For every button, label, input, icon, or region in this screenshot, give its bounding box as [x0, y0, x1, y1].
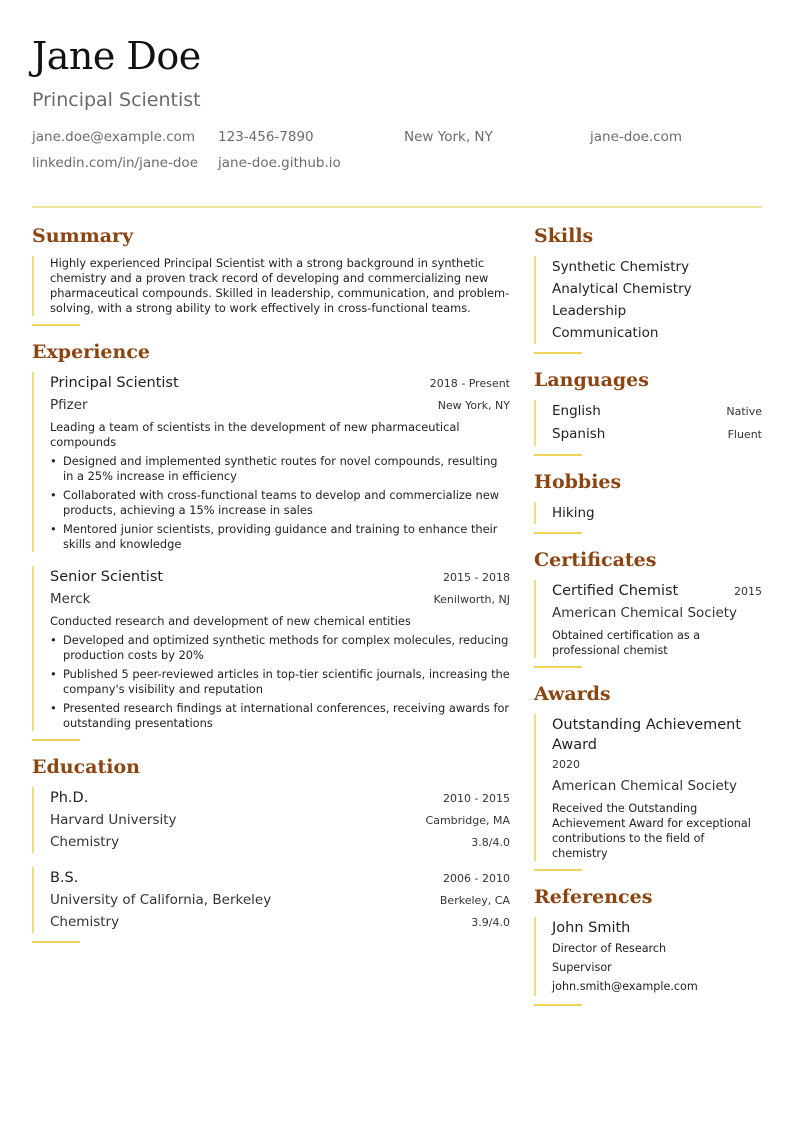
degree: Ph.D. [50, 790, 89, 806]
school-location: Berkeley, CA [439, 894, 510, 907]
section-divider [32, 941, 80, 943]
summary-text: Highly experienced Principal Scientist with a strong background in synthetic chemistry and a proven track record of developing and commercializing new pharmaceutical compounds. Skilled in leadership, communication, and problem-solving, with a strong ability to work effectively in cross-functional teams. [50, 256, 510, 315]
section-divider [534, 1004, 582, 1006]
list-item: • Collaborated with cross-functional teams to develop and commercialize new products, achieving a 15% increase in sales [50, 488, 510, 518]
contact-linkedin[interactable]: linkedin.com/in/jane-doe [32, 155, 198, 171]
references-section [534, 885, 762, 1006]
education-dates: 2010 - 2015 [443, 792, 510, 805]
list-item: • Presented research findings at international conferences, receiving awards for outstanding presentations [50, 701, 510, 731]
field-of-study: Chemistry [50, 914, 120, 930]
award-description: Received the Outstanding Achievement Award for exceptional contributions to the field of chemistry [552, 802, 751, 860]
gpa: 3.9/4.0 [471, 916, 510, 929]
section-divider [534, 454, 582, 456]
skill-item: Leadership [552, 303, 627, 319]
resume-header [32, 34, 762, 172]
language-level: Fluent [727, 428, 762, 441]
job-location: Kenilworth, NJ [433, 593, 510, 606]
language-item [552, 400, 762, 423]
skill-item: Analytical Chemistry [552, 281, 692, 297]
section-divider [534, 869, 582, 871]
skills-section [534, 224, 762, 354]
section-divider [32, 324, 80, 326]
summary-section [32, 224, 510, 326]
references-heading: References [534, 886, 653, 908]
degree: B.S. [50, 870, 79, 886]
language-level: Native [726, 405, 762, 418]
education-heading: Education [32, 756, 140, 778]
list-item: • Published 5 peer-reviewed articles in top-tier scientific journals, increasing the company's visibility and reputation [50, 667, 510, 697]
job-location: New York, NY [437, 399, 510, 412]
job-dates: 2015 - 2018 [443, 571, 510, 584]
awards-heading: Awards [534, 683, 611, 705]
job-role: Senior Scientist [50, 569, 164, 585]
reference-relation: Supervisor [552, 961, 612, 974]
language-name: Spanish [552, 426, 606, 442]
field-of-study: Chemistry [50, 834, 120, 850]
contact-phone[interactable]: 123-456-7890 [218, 129, 314, 145]
experience-entry [32, 372, 510, 552]
job-highlights [50, 633, 510, 731]
education-entry [32, 867, 510, 933]
job-dates: 2018 - Present [429, 377, 510, 390]
experience-heading: Experience [32, 341, 150, 363]
experience-section [32, 340, 510, 741]
certificates-heading: Certificates [534, 549, 657, 571]
job-company: Merck [50, 591, 91, 607]
summary-heading: Summary [32, 225, 134, 247]
contact-website[interactable]: jane-doe.com [590, 129, 683, 145]
experience-entry [32, 566, 510, 731]
job-company: Pfizer [50, 397, 88, 413]
education-dates: 2006 - 2010 [443, 872, 510, 885]
list-item: • Mentored junior scientists, providing guidance and training to enhance their skills and knowledge [50, 522, 510, 552]
skill-item: Communication [552, 325, 659, 341]
contact-list [32, 128, 762, 172]
section-divider [534, 532, 582, 534]
language-item [552, 423, 762, 446]
skills-heading: Skills [534, 225, 594, 247]
list-item: • Developed and optimized synthetic methods for complex molecules, reducing production costs by 20% [50, 633, 510, 663]
education-section [32, 755, 510, 943]
candidate-title: Principal Scientist [32, 89, 201, 111]
job-highlights [50, 454, 510, 552]
school-location: Cambridge, MA [425, 814, 510, 827]
reference-email[interactable]: john.smith@example.com [552, 980, 698, 993]
languages-heading: Languages [534, 369, 649, 391]
award-name: Outstanding Achievement Award [552, 717, 742, 753]
award-year: 2020 [552, 758, 580, 771]
section-divider [534, 666, 582, 668]
hobby-item: Hiking [552, 505, 595, 521]
side-column [534, 224, 762, 1020]
job-role: Principal Scientist [50, 375, 179, 391]
hobbies-heading: Hobbies [534, 471, 622, 493]
hobbies-section [534, 470, 762, 534]
section-divider [32, 739, 80, 741]
school: Harvard University [50, 812, 177, 828]
gpa: 3.8/4.0 [471, 836, 510, 849]
list-item: • Designed and implemented synthetic routes for novel compounds, resulting in a 25% increase in efficiency [50, 454, 510, 484]
languages-section [534, 368, 762, 456]
reference-name: John Smith [552, 920, 631, 936]
candidate-name: Jane Doe [32, 34, 201, 78]
certificates-section [534, 548, 762, 668]
header-divider [32, 206, 762, 208]
language-name: English [552, 403, 601, 419]
skill-item: Synthetic Chemistry [552, 259, 690, 275]
main-column [32, 224, 510, 957]
award-issuer: American Chemical Society [552, 778, 738, 794]
job-description: Conducted research and development of new chemical entities [50, 614, 411, 628]
certificate-year: 2015 [734, 585, 762, 598]
school: University of California, Berkeley [50, 892, 272, 908]
certificate-name: Certified Chemist [552, 583, 679, 599]
certificate-description: Obtained certification as a professional chemist [552, 629, 701, 657]
certificate-issuer: American Chemical Society [552, 605, 738, 621]
job-description: Leading a team of scientists in the development of new pharmaceutical compounds [50, 420, 460, 449]
reference-position: Director of Research [552, 942, 667, 955]
contact-location: New York, NY [404, 129, 493, 145]
contact-github[interactable]: jane-doe.github.io [218, 155, 341, 171]
education-entry [32, 787, 510, 853]
contact-email[interactable]: jane.doe@example.com [32, 129, 196, 145]
section-divider [534, 352, 582, 354]
awards-section [534, 682, 762, 871]
